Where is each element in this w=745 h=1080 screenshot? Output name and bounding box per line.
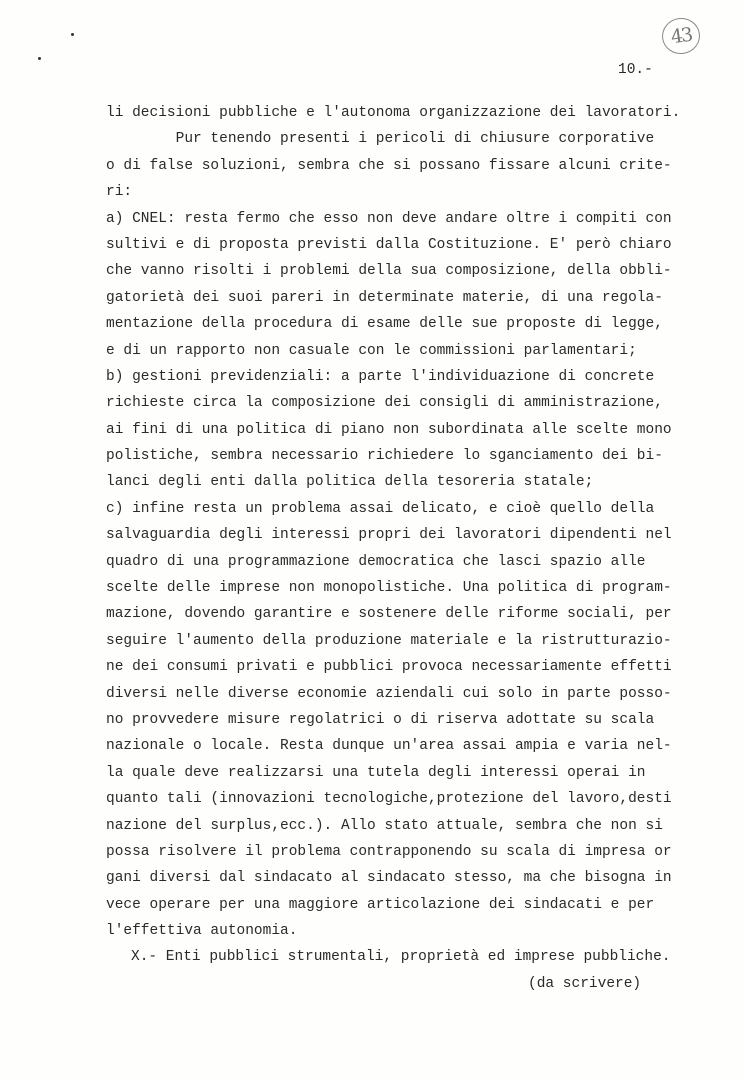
text-line: a) CNEL: resta fermo che esso non deve andare oltre i compiti con — [106, 210, 672, 227]
scan-speck — [71, 33, 74, 36]
text-line: no provvedere misure regolatrici o di riserva adottate su scala — [106, 711, 655, 728]
text-line: nazione del surplus,ecc.). Allo stato attuale, sembra che non si — [106, 817, 663, 834]
text-line: gani diversi dal sindacato al sindacato stesso, ma che bisogna in — [106, 870, 672, 887]
text-line: ai fini di una politica di piano non subordinata alle scelte mono — [106, 421, 672, 438]
text-line: polistiche, sembra necessario richiedere lo sganciamento dei bi- — [106, 448, 663, 465]
to-be-written-note: (da scrivere) — [528, 976, 642, 992]
text-line: c) infine resta un problema assai delicato, e cioè quello della — [106, 500, 655, 517]
text-line: la quale deve realizzarsi una tutela degli interessi operai in — [106, 764, 646, 781]
text-line: scelte delle imprese non monopolistiche. Una politica di program- — [106, 580, 672, 597]
section-heading: X.- Enti pubblici strumentali, proprietà ed imprese pubbliche. — [131, 949, 671, 965]
text-line: li decisioni pubbliche e l'autonoma organizzazione dei lavoratori. — [106, 105, 681, 121]
text-line: e di un rapporto non casuale con le commissioni parlamentari; — [106, 342, 637, 359]
text-line: b) gestioni previdenziali: a parte l'individuazione di concrete — [106, 368, 655, 385]
text-line: nazionale o locale. Resta dunque un'area assai ampia e varia nel- — [106, 738, 672, 755]
archive-stamp-number: 43 — [660, 16, 703, 57]
text-line: sultivi e di proposta previsti dalla Costituzione. E' però chiaro — [106, 236, 672, 253]
text-line: ne dei consumi privati e pubblici provoca necessariamente effetti — [106, 659, 672, 676]
text-line: seguire l'aumento della produzione materiale e la ristrutturazio- — [106, 632, 672, 649]
text-line: che vanno risolti i problemi della sua composizione, della obbli- — [106, 263, 672, 280]
text-line: Pur tenendo presenti i pericoli di chiusure corporative — [106, 131, 655, 148]
text-line: o di false soluzioni, sembra che si possano fissare alcuni crite- — [106, 157, 672, 174]
text-line: vece operare per una maggiore articolazione dei sindacati e per — [106, 896, 655, 913]
text-line: salvaguardia degli interessi propri dei lavoratori dipendenti nel — [106, 527, 672, 544]
text-line: quadro di una programmazione democratica che lasci spazio alle — [106, 553, 646, 570]
text-line: quanto tali (innovazioni tecnologiche,protezione del lavoro,desti — [106, 791, 672, 808]
text-line: gatorietà dei suoi pareri in determinate materie, di una regola- — [106, 289, 663, 306]
text-line: l'effettiva autonomia. — [106, 923, 298, 940]
scan-speck — [38, 57, 41, 60]
text-line: richieste circa la composizione dei consigli di amministrazione, — [106, 395, 663, 412]
text-line: mazione, dovendo garantire e sostenere delle riforme sociali, per — [106, 606, 672, 623]
text-line: lanci degli enti dalla politica della tesoreria statale; — [106, 474, 594, 491]
text-line: ri: — [106, 184, 133, 201]
text-line: mentazione della procedura di esame delle sue proposte di legge, — [106, 316, 663, 333]
page-number: 10.- — [618, 62, 653, 78]
text-line: diversi nelle diverse economie aziendali cui solo in parte posso- — [106, 685, 672, 702]
body-text — [106, 100, 706, 945]
text-line: possa risolvere il problema contrapponendo su scala di impresa or — [106, 843, 672, 860]
